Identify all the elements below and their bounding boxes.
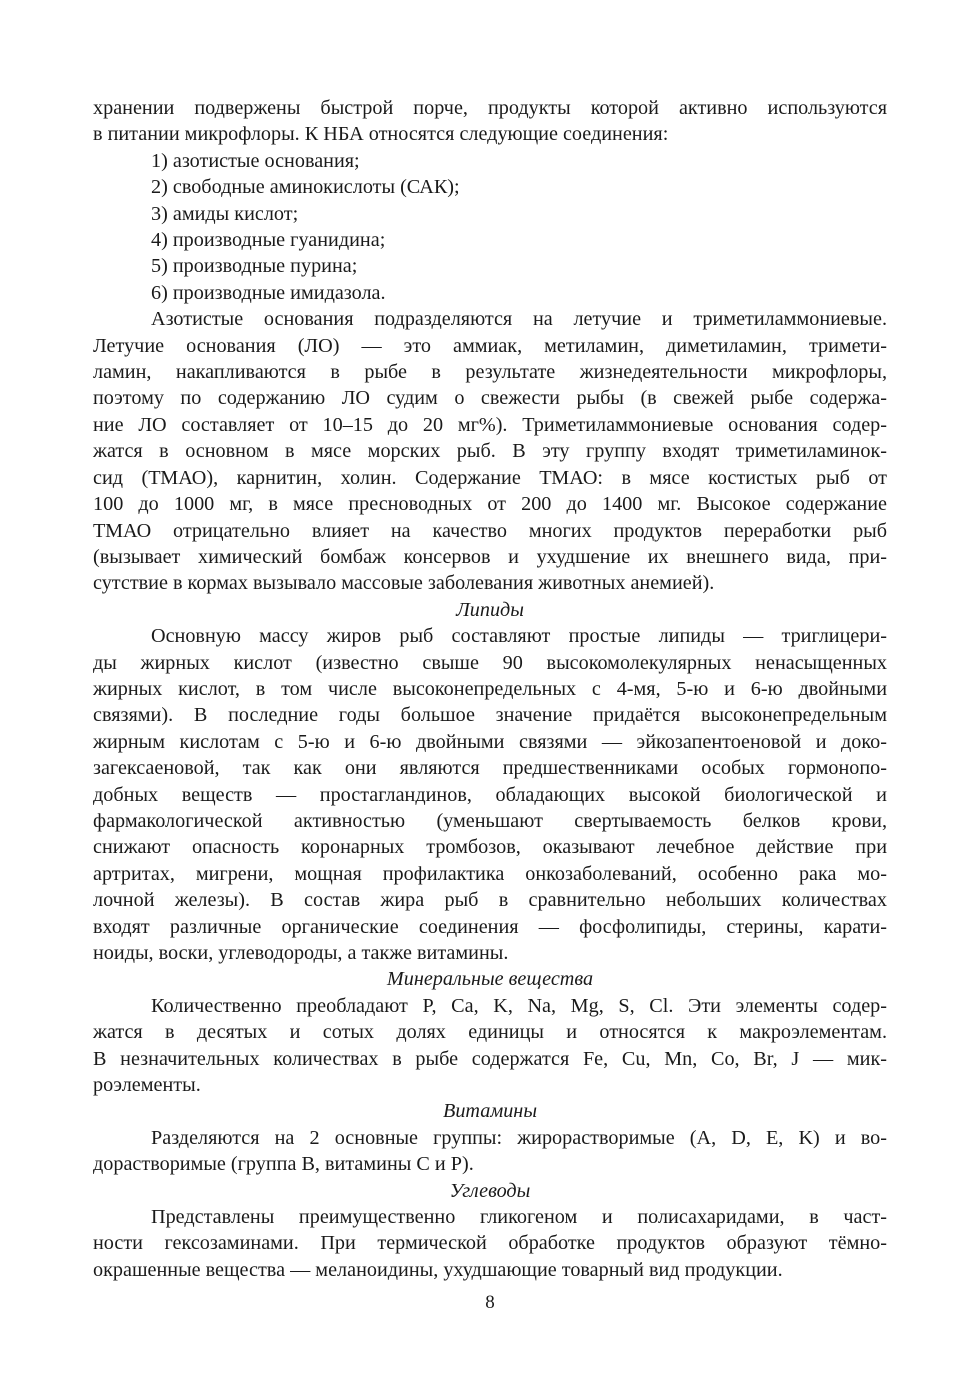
list-item: 1) азотистые основания;	[151, 149, 360, 172]
list-item: 5) производные пурина;	[151, 255, 358, 278]
text-line: Разделяются на 2 основные группы: жирорастворимые (A, D, E, K) и во-	[151, 1126, 887, 1149]
text-line: снижают опасность коронарных тромбозов, оказывают лечебное действие при	[93, 836, 887, 859]
text-line: В незначительных количествах в рыбе содержатся Fe, Cu, Mn, Co, Br, J — мик-	[93, 1047, 887, 1070]
lipids-paragraph	[93, 623, 887, 966]
list-item: 4) производные гуанидина;	[151, 229, 386, 252]
nba-compounds-list	[93, 148, 887, 306]
document-page	[93, 95, 887, 1283]
section-heading-carbohydrates: Углеводы	[449, 1179, 531, 1202]
vitamins-paragraph	[93, 1125, 887, 1178]
section-heading-minerals: Минеральные вещества	[386, 968, 594, 991]
text-line: поэтому по содержанию ЛО судим о свежести рыбы (в свежей рыбе содержа-	[93, 387, 887, 410]
text-line: добных веществ — простагландинов, обладающих высокой биологической и	[93, 783, 887, 806]
list-item: 6) производные имидазола.	[151, 281, 386, 304]
text-line: 100 до 1000 мг, в мясе пресноводных от 200 до 1400 мг. Высокое содержание	[93, 493, 887, 516]
text-line: ноиды, воски, углеводороды, а также витамины.	[93, 942, 509, 964]
text-line: ние ЛО составляет от 10–15 до 20 мг%). Триметиламмониевые основания содер-	[93, 413, 887, 436]
section-heading-vitamins: Витамины	[442, 1100, 537, 1123]
text-line: в питании микрофлоры. К НБА относятся следующие соединения:	[93, 123, 669, 146]
text-line: артритах, мигрени, мощная профилактика онкозаболеваний, особенно рака мо-	[93, 862, 887, 885]
minerals-paragraph	[93, 993, 887, 1099]
text-line: Количественно преобладают P, Ca, K, Na, Mg, S, Cl. Эти элементы содер-	[151, 994, 887, 1017]
text-line: (вызывает химический бомбаж консервов и ухудшение их внешнего вида, при-	[93, 545, 887, 568]
text-line: жатся в десятых и сотых долях единицы и относятся к макроэлементам.	[93, 1021, 887, 1044]
text-line: фармакологической активностью (уменьшают свертываемость белков крови,	[93, 809, 887, 832]
text-line: ды жирных кислот (известно свыше 90 высокомолекулярных ненасыщенных	[93, 651, 887, 674]
text-line: лочной железы). В состав жира рыб в сравнительно небольших количествах	[93, 889, 887, 912]
text-line: жирных кислот, в том числе высоконепредельных с 4-мя, 5-ю и 6-ю двойными	[93, 677, 887, 700]
text-line: дорастворимые (группа B, витамины C и P).	[93, 1153, 474, 1176]
list-item: 3) амиды кислот;	[151, 202, 299, 225]
text-line: Представлены преимущественно гликогеном и полисахаридами, в част-	[151, 1206, 887, 1229]
list-item: 2) свободные аминокислоты (САК);	[151, 176, 460, 199]
text-line: Азотистые основания подразделяются на летучие и триметиламмониевые.	[151, 308, 887, 331]
text-line: окрашенные вещества — меланоидины, ухудшающие товарный вид продукции.	[93, 1258, 783, 1281]
text-line: ламин, накапливаются в рыбе в результате жизнедеятельности микрофлоры,	[93, 361, 887, 384]
text-line: роэлементы.	[93, 1074, 201, 1097]
text-line: входят различные органические соединения — фосфолипиды, стерины, карати-	[93, 915, 887, 938]
text-line: Основную массу жиров рыб составляют простые липиды — триглицери-	[151, 625, 887, 648]
text-line: хранении подвержены быстрой порче, продукты которой активно используются	[93, 97, 887, 119]
section-heading-lipids: Липиды	[456, 598, 524, 621]
carbohydrates-paragraph	[93, 1204, 887, 1283]
text-line: жирным кислотам с 5-ю и 6-ю двойными связями — эйкозапентоеновой и доко-	[93, 730, 887, 753]
text-line: сид (ТМАО), карнитин, холин. Содержание ТМАО: в мясе костистых рыб от	[93, 466, 887, 489]
text-line: Летучие основания (ЛО) — это аммиак, метиламин, диметиламин, тримети-	[93, 334, 887, 357]
text-line: ТМАО отрицательно влияет на качество многих продуктов переработки рыб	[93, 519, 887, 542]
text-line: связями). В последние годы большое значение придаётся высоконепредельным	[93, 704, 887, 727]
intro-paragraph	[93, 95, 887, 148]
nitrogen-bases-paragraph	[93, 306, 887, 596]
text-line: загексаеновой, так как они являются предшественниками особых гормонопо-	[93, 757, 887, 780]
text-line: сутствие в кормах вызывало массовые заболевания животных анемией).	[93, 572, 715, 595]
text-line: ности гексозаминами. При термической обработке продуктов образуют тёмно-	[93, 1232, 887, 1255]
text-line: жатся в основном в мясе морских рыб. В эту группу входят триметиламинок-	[93, 440, 887, 463]
page-number: 8	[485, 1292, 495, 1313]
